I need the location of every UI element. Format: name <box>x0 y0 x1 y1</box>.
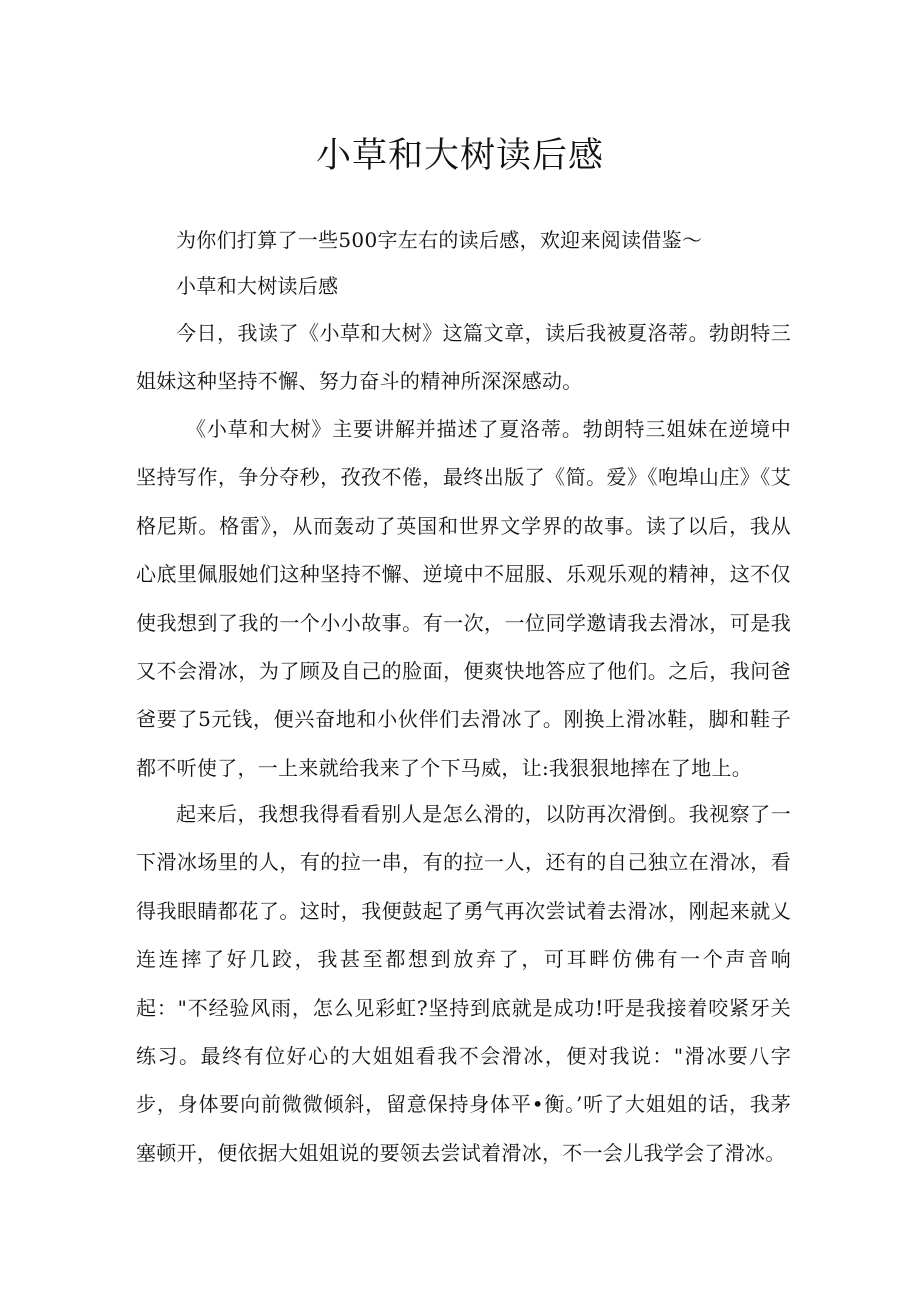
body-paragraph-2: 《小草和大树》主要讲解并描述了夏洛蒂。勃朗特三姐妹在逆境中坚持写作，争分夺秒，孜孜不倦，最终出版了《简。爱》《咆埠山庄》《艾格尼斯。格雷》，从而轰动了英国和世界文学界的故事。读了以后，我从心底里佩服她们这种坚持不懈、逆境中不屈服、乐观乐观的精神，这不仅使我想到了我的一个小小故事。有一次，一位同学邀请我去滑冰，可是我又不会滑冰，为了顾及自己的脸面，便爽快地答应了他们。之后，我问爸爸要了5元钱，便兴奋地和小伙伴们去滑冰了。刚换上滑冰鞋，脚和鞋子都不听使了，一上来就给我来了个下马威，让:我狠狠地摔在了地上。 <box>136 417 791 780</box>
body-paragraph-3: 起来后，我想我得看看别人是怎么滑的，以防再次滑倒。我视察了一下滑冰场里的人，有的拉一串，有的拉一人，还有的自己独立在滑冰，看得我眼睛都花了。这时，我便鼓起了勇气再次尝试着去滑冰，刚起来就乂连连摔了好几跤，我甚至都想到放弃了，可耳畔仿佛有一个声音响起："不经验风雨，怎么见彩虹?坚持到底就是成功!吁是我接着咬紧牙关练习。最终有位好心的大姐姐看我不会滑冰，便对我说："滑冰要八字步，身体要向前微微倾斜，留意保持身体平•衡。’听了大姐姐的话，我茅塞顿开，便依据大姐姐说的要领去尝试着滑冰，不一会儿我学会了滑冰。 <box>136 802 791 1165</box>
body-paragraph-1: 今日，我读了《小草和大树》这篇文章，读后我被夏洛蒂。勃朗特三姐妹这种坚持不懈、努力奋斗的精神所深深感动。 <box>136 321 791 394</box>
intro-paragraph: 为你们打算了一些500字左右的读后感，欢迎来阅读借鉴～ <box>176 228 703 252</box>
subtitle-line: 小草和大树读后感 <box>176 274 339 298</box>
document-title: 小草和大树读后感 <box>315 136 604 176</box>
